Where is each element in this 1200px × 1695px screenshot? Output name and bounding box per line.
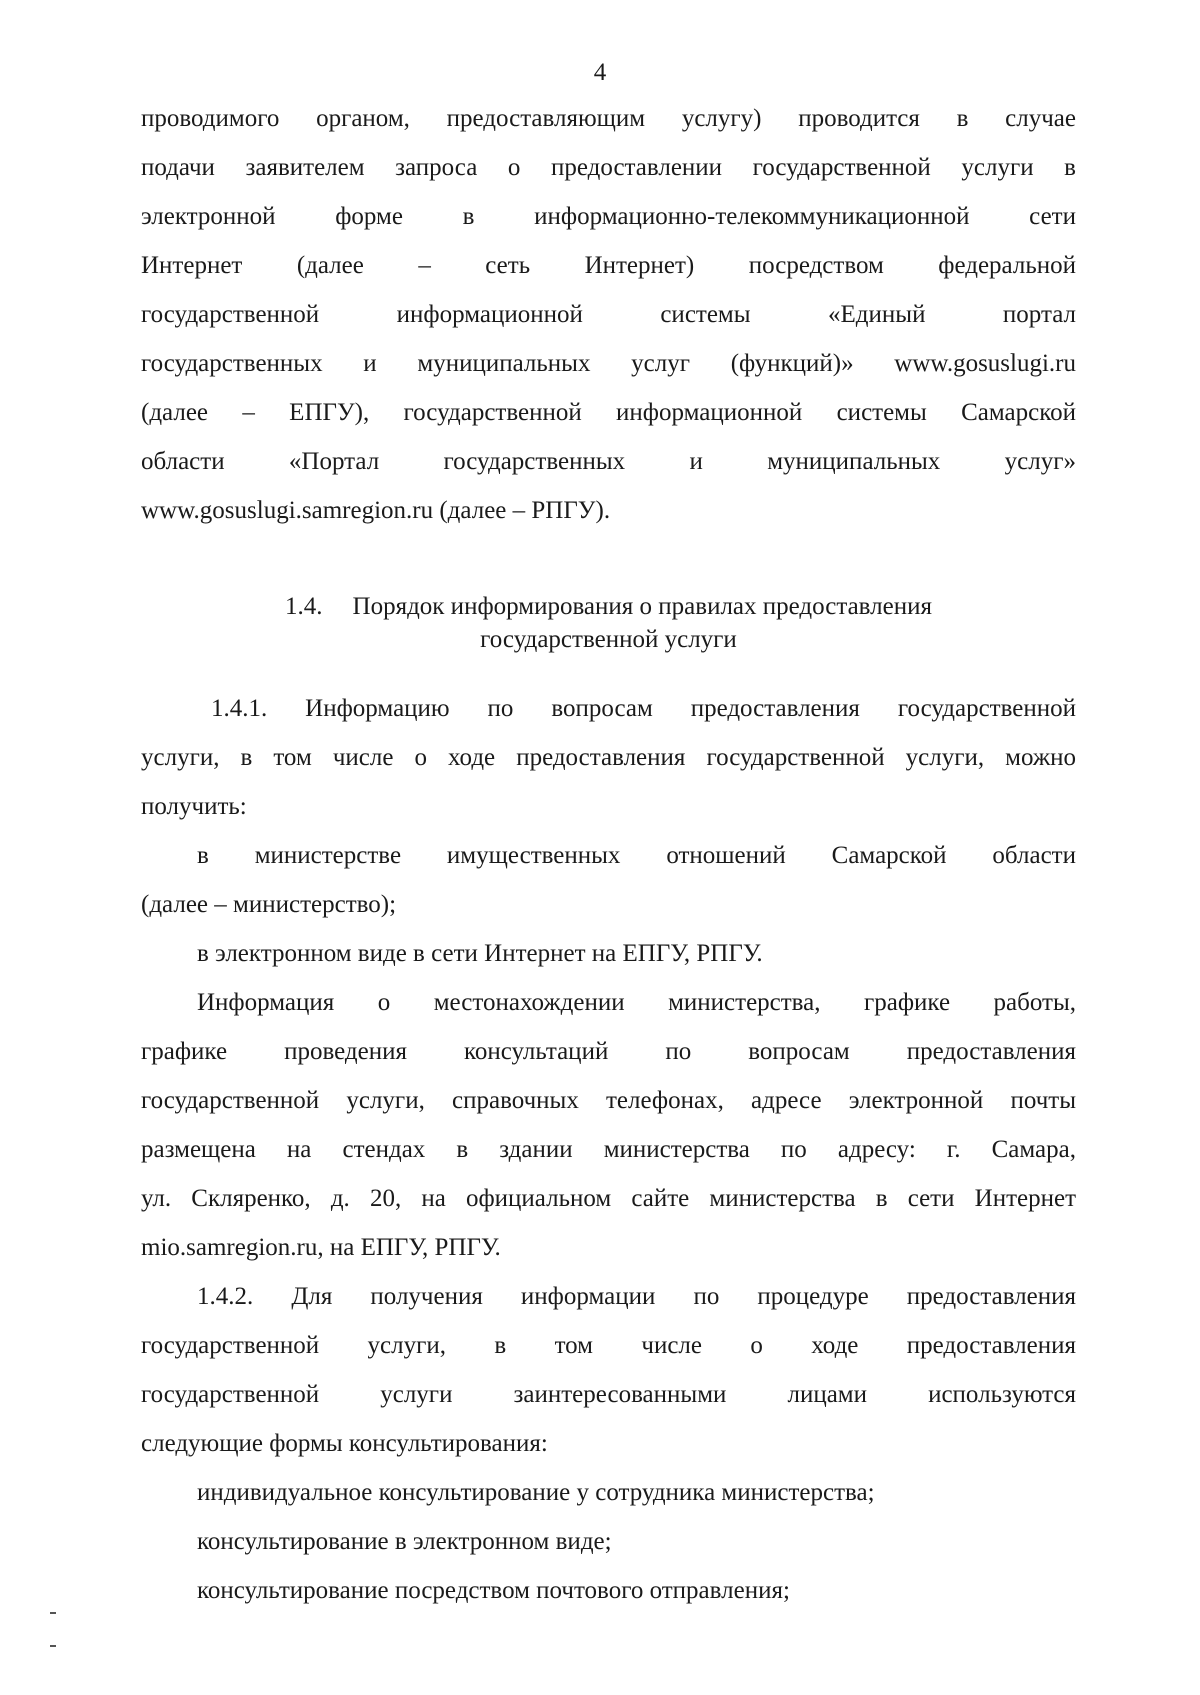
text-line: в электронном виде в сети Интернет на ЕПГУ, РПГУ. — [197, 940, 763, 967]
paragraph-1-4-2-start: 1.4.2. Для получения информации по процедуре предоставления — [197, 1283, 1076, 1310]
text-line: государственной информационной системы «Единый портал — [141, 301, 1076, 328]
intro-paragraph — [141, 94, 1076, 535]
text-line: размещена на стендах в здании министерства по адресу: г. Самара, — [141, 1136, 1076, 1163]
list-item: консультирование посредством почтового отправления; — [197, 1577, 790, 1604]
list-item: индивидуальное консультирование у сотрудника министерства; — [197, 1479, 875, 1506]
list-item: консультирование в электронном виде; — [197, 1528, 612, 1555]
text-line: услуги, в том числе о ходе предоставления государственной услуги, можно — [141, 744, 1076, 771]
text-line: государственных и муниципальных услуг (функций)» www.gosuslugi.ru — [141, 350, 1076, 377]
text-line: (далее – ЕПГУ), государственной информационной системы Самарской — [141, 399, 1076, 426]
text-line: государственной услуги заинтересованными лицами используются — [141, 1381, 1076, 1408]
text-line: подачи заявителем запроса о предоставлении государственной услуги в — [141, 154, 1076, 181]
text-line: www.gosuslugi.samregion.ru (далее – РПГУ). — [141, 497, 611, 524]
page-number: 4 — [593, 59, 607, 86]
section-title: Порядок информирования о правилах предоставления — [352, 593, 932, 620]
section-number: 1.4. — [285, 593, 323, 620]
text-line: Интернет (далее – сеть Интернет) посредством федеральной — [141, 252, 1076, 279]
text-line: в министерстве имущественных отношений Самарской области — [197, 842, 1076, 869]
section-heading — [141, 590, 1076, 656]
text-line: государственной услуги, в том числе о ходе предоставления — [141, 1332, 1076, 1359]
section-heading-line-1 — [141, 590, 1076, 623]
text-line: графике проведения консультаций по вопросам предоставления — [141, 1038, 1076, 1065]
scan-mark — [50, 1645, 56, 1647]
text-line: (далее – министерство); — [141, 891, 397, 918]
text-line: получить: — [141, 793, 247, 820]
section-heading-line-2: государственной услуги — [480, 626, 737, 653]
text-line: электронной форме в информационно-телекоммуникационной сети — [141, 203, 1076, 230]
text-line: ул. Скляренко, д. 20, на официальном сайте министерства в сети Интернет — [141, 1185, 1076, 1212]
main-text — [141, 684, 1076, 1615]
paragraph-1-4-1-start: 1.4.1. Информацию по вопросам предоставления государственной — [211, 695, 1076, 722]
text-line: mio.samregion.ru, на ЕПГУ, РПГУ. — [141, 1234, 501, 1261]
text-line: следующие формы консультирования: — [141, 1430, 548, 1457]
text-line: проводимого органом, предоставляющим услугу) проводится в случае — [141, 105, 1076, 132]
paragraph-info-start: Информация о местонахождении министерства, графике работы, — [197, 989, 1076, 1016]
text-line: области «Портал государственных и муниципальных услуг» — [141, 448, 1076, 475]
scan-mark — [50, 1612, 56, 1614]
text-line: государственной услуги, справочных телефонах, адресе электронной почты — [141, 1087, 1076, 1114]
